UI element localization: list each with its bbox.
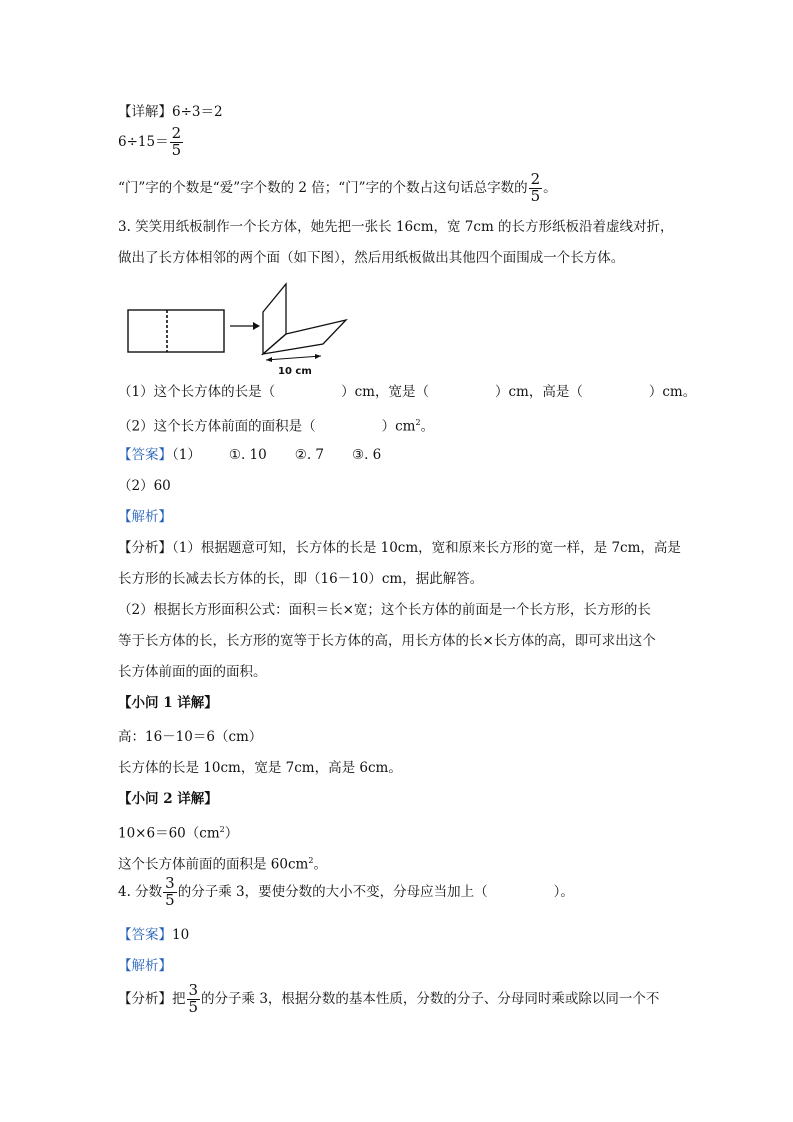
detail-line-1: 【详解】6÷3＝2 [118,104,223,120]
sub-q2-calc-superscript: 2 [219,825,225,834]
q3-part1-text-b: ）cm，宽是（ [341,384,429,400]
sub-question-1-result: 长方体的长是 10cm，宽是 7cm，高是 6cm。 [118,760,402,776]
q3-part2-text-b: ）cm [381,418,416,435]
answer-3-part1-label: （1） [172,447,201,463]
sub-question-1-calc: 高：16－10＝6（cm） [118,729,263,745]
fraction-numerator: 3 [165,874,175,892]
answer-3-line-1 [118,445,381,465]
sub-question-2-calc [118,820,238,844]
fraction-denominator: 5 [165,890,175,909]
answer-3-value-1: ①. 10 [228,447,267,463]
fraction-2-5-b [529,172,543,205]
answer-tag: 【答案】 [118,447,172,463]
answer-tag-4: 【答案】 [118,927,172,943]
dimension-label: 10 cm [278,366,312,377]
analysis-3-line-5: 长方体前面的面的面积。 [118,664,267,680]
detail-line-3-end: 。 [543,179,557,196]
answer-3-value-3: ③. 6 [352,447,382,463]
sub-q2-calc-text: 10×6＝60（cm [118,825,220,842]
fraction-denominator: 5 [188,997,199,1016]
fraction-numerator: 2 [530,170,541,188]
arrow-head-icon [253,322,260,330]
sub-q2-result-end: 。 [313,856,327,873]
detail-line-3-text: “门”字的个数是“爱”字个数的 2 倍；“门”字的个数占这句话总字数的 [118,179,528,196]
analysis-4-line-1 [118,983,659,1016]
answer-3-line-2: （2）60 [118,478,171,494]
q3-part1-text-d: ）cm。 [648,384,697,400]
fraction-numerator: 3 [188,981,199,999]
question-4-line [118,876,574,909]
sub-q2-result-text: 这个长方体前面的面积是 60cm [118,856,309,873]
fraction-denominator: 5 [171,140,182,159]
sub-question-1-heading: 【小问 1 详解】 [118,695,218,711]
q3-part2-text-c: 。 [420,418,435,435]
fraction-denominator: 5 [530,186,541,205]
q4-text-b: 的分子乘 3，要使分数的大小不变，分母应当加上（ [177,883,488,900]
question-3-part-2 [118,413,434,437]
sub-question-2-heading: 【小问 2 详解】 [118,791,218,807]
fraction-2-5 [170,126,184,159]
cardboard-rectangle [128,310,224,352]
fraction-3-5-b [187,983,201,1016]
detail-line-2 [118,126,184,159]
q4-text-a: 4. 分数 [118,883,163,900]
sub-q2-calc-end: ） [224,825,239,842]
fraction-numerator: 2 [171,124,182,142]
analysis-3-line-3: （2）根据长方形面积公式：面积＝长×宽；这个长方体的前面是一个长方形，长方形的长 [118,602,651,618]
analysis-3-line-2: 长方形的长减去长方体的长，即（16－10）cm，据此解答。 [118,571,484,587]
analysis-tag-3: 【解析】 [118,509,172,525]
question-3-line-2: 做出了长方体相邻的两个面（如下图），然后用纸板做出其他四个面围成一个长方体。 [118,250,625,266]
q3-part2-text-a: （2）这个长方体前面的面积是（ [118,418,316,435]
horizontal-face [263,320,346,354]
analysis-4-text-a: 【分析】把 [118,990,186,1007]
detail-line-2-text: 6÷15＝ [118,133,169,150]
analysis-3-line-1: 【分析】（1）根据题意可知，长方体的长是 10cm，宽和原来长方形的宽一样，是 7cm，高是 [118,540,681,556]
q4-text-c: ）。 [553,883,574,900]
detail-line-3 [118,172,557,205]
dimension-line [266,356,321,360]
q3-part2-superscript: 2 [415,418,421,427]
answer-4-line [118,925,189,945]
question-3-line-1: 3. 笑笑用纸板制作一个长方体，她先把一张长 16cm，宽 7cm 的长方形纸板沿着虚线对折， [118,219,674,235]
answer-3-value-2: ②. 7 [294,447,324,463]
q3-part1-text-c: ）cm，高是（ [494,384,583,400]
q3-part1-text-a: （1）这个长方体的长是（ [118,384,276,400]
answer-4-value: 10 [172,927,190,943]
cuboid-folding-figure [118,278,358,378]
question-3-part-1 [118,382,696,402]
analysis-4-text-b: 的分子乘 3，根据分数的基本性质，分数的分子、分母同时乘或除以同一个不 [201,990,660,1007]
sub-q2-result-superscript: 2 [308,856,314,865]
fraction-3-5 [163,876,177,909]
analysis-tag-4: 【解析】 [118,958,172,974]
analysis-3-line-4: 等于长方体的长，长方形的宽等于长方体的高，用长方体的长×长方体的高，即可求出这个 [118,633,656,649]
sub-question-2-result [118,851,327,875]
